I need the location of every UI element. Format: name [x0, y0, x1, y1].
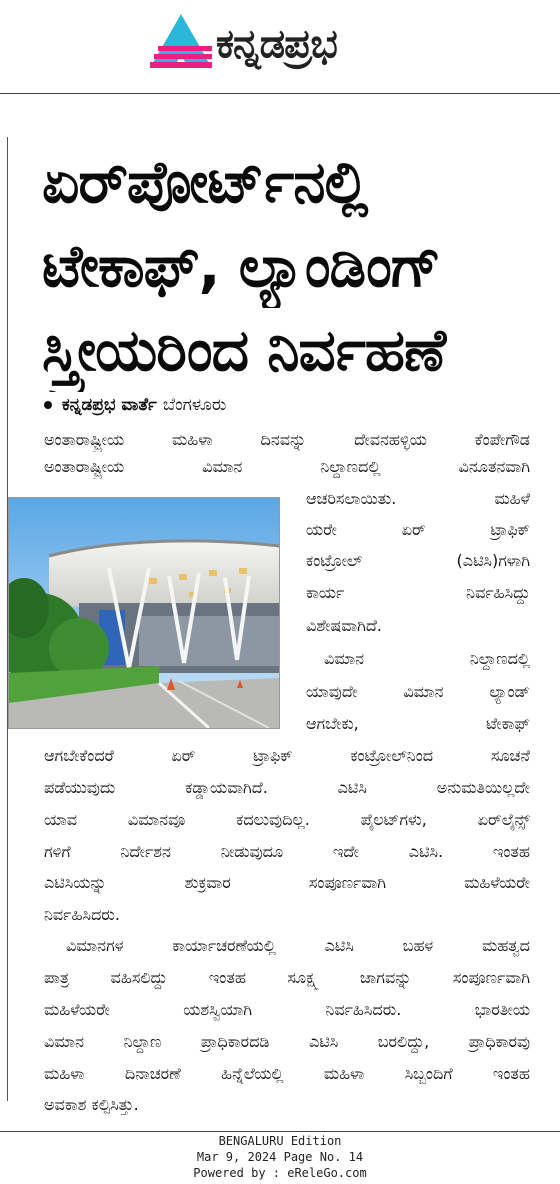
body-line: ಆಚರಿಸಲಾಯಿತು. ಮಹಿಳೆ: [306, 489, 530, 508]
body-line: ಆಗಬೇಕು, ಟೇಕಾಫ್: [306, 714, 530, 733]
body-line: ಪಡೆಯುವುದು ಕಡ್ಡಾಯವಾಗಿದೆ. ಎಟಿಸಿ ಅನುಮತಿಯಿಲ್ಲದೇ: [44, 778, 530, 797]
bullet-icon: [44, 401, 52, 409]
airport-photo-illustration: [9, 498, 279, 728]
footer-powered-by[interactable]: Powered by : eReleGo.com: [193, 1166, 367, 1180]
body-line: ಅವಕಾಶ ಕಲ್ಪಿಸಿತ್ತು.: [44, 1095, 139, 1114]
body-line: ವಿಮಾನಗಳ ಕಾರ್ಯಾಚರಣೆಯಲ್ಲಿ ಎಟಿಸಿ ಬಹಳ ಮಹತ್ವದ: [66, 936, 530, 955]
airport-terminal-photo: [8, 497, 280, 729]
body-line: ಯಾವ ವಿಮಾನವೂ ಕದಲುವುದಿಲ್ಲ. ಪೈಲಟ್‌ಗಳು, ಏರ್‌ಲೈನ್ಸ್: [44, 810, 530, 829]
body-line: ಎಟಿಸಿಯನ್ನು ಶುಕ್ರವಾರ ಸಂಪೂರ್ಣವಾಗಿ ಮಹಿಳೆಯರೇ: [44, 873, 530, 892]
body-line: ಕಾರ್ಯ ನಿರ್ವಹಿಸಿದ್ದು: [306, 583, 530, 602]
headline-line-3: ಸ್ತ್ರೀಯರಿಂದ ನಿರ್ವಹಣೆ: [42, 316, 446, 384]
article-headline: [42, 140, 554, 392]
body-line: ಯಾವುದೇ ವಿಮಾನ ಲ್ಯಾಂಡ್: [306, 682, 530, 701]
body-line: ಕಂಟ್ರೋಲ್ (ಎಟಿಸಿ)ಗಳಾಗಿ: [306, 551, 530, 570]
headline-line-2: ಟೇಕಾಫ್, ಲ್ಯಾಂಡಿಂಗ್: [42, 232, 440, 300]
body-line: ವಿಮಾನ ನಿಲ್ದಾಣದಲ್ಲಿ: [324, 649, 530, 668]
page-footer: [0, 1133, 560, 1181]
byline: [44, 392, 226, 418]
body-line: ಗಳಿಗೆ ನಿರ್ದೇಶನ ನೀಡುವುದೂ ಇದೇ ಎಟಿಸಿ. ಇಂತಹ: [44, 842, 530, 861]
headline-line-1: ಏರ್‌ಪೋರ್ಟ್‌ನಲ್ಲಿ: [42, 148, 368, 216]
body-line: ಮಹಿಳೆಯರೇ ಯಶಸ್ವಿಯಾಗಿ ನಿರ್ವಹಿಸಿದರು. ಭಾರತೀಯ: [44, 1000, 530, 1019]
footer-edition: BENGALURU Edition: [218, 1134, 342, 1148]
footer-date-page: Mar 9, 2024 Page No. 14: [196, 1150, 364, 1164]
byline-source: ಕನ್ನಡಪ್ರಭ ವಾರ್ತೆ: [62, 395, 157, 415]
footer-divider: [0, 1131, 560, 1132]
body-line: ಮಹಿಳಾ ದಿನಾಚರಣೆ ಹಿನ್ನೆಲೆಯಲ್ಲಿ ಮಹಿಳಾ ಸಿಬ್ಬಂದಿಗೆ ಇಂತಹ: [44, 1064, 530, 1083]
body-line: ಆಗಬೇಕೆಂದರೆ ಏರ್ ಟ್ರಾಫಿಕ್ ಕಂಟ್ರೋಲ್‌ನಿಂದ ಸೂಚನೆ: [44, 746, 530, 765]
byline-place: ಬೆಂಗಳೂರು: [162, 395, 227, 415]
body-line: ಅಂತಾರಾಷ್ಟ್ರೀಯ ಮಹಿಳಾ ದಿನವನ್ನು ದೇವನಹಳ್ಳಿಯ ಕೆಂಪೇಗೌಡ: [44, 430, 530, 449]
body-line: ಯರೇ ಏರ್ ಟ್ರಾಫಿಕ್: [306, 520, 530, 539]
body-line: ವಿಮಾನ ನಿಲ್ದಾಣ ಪ್ರಾಧಿಕಾರದಡಿ ಎಟಿಸಿ ಬರಲಿದ್ದು, ಪ್ರಾಧಿಕಾರವು: [44, 1032, 530, 1051]
body-line: ವಿಶೇಷವಾಗಿದೆ.: [306, 616, 382, 635]
masthead-logo-text: ಕನ್ನಡಪ್ರಭ: [216, 21, 337, 67]
body-line: ಅಂತಾರಾಷ್ಟ್ರೀಯ ವಿಮಾನ ನಿಲ್ದಾಣದಲ್ಲಿ ವಿನೂತನವಾಗಿ: [44, 457, 530, 476]
body-line: ಪಾತ್ರ ವಹಿಸಲಿದ್ದು ಇಂತಹ ಸೂಕ್ಷ್ಮ ಜಾಗವನ್ನು ಸಂಪೂರ್ಣವಾಗಿ: [44, 968, 530, 987]
body-line: ನಿರ್ವಹಿಸಿದರು.: [44, 905, 120, 924]
